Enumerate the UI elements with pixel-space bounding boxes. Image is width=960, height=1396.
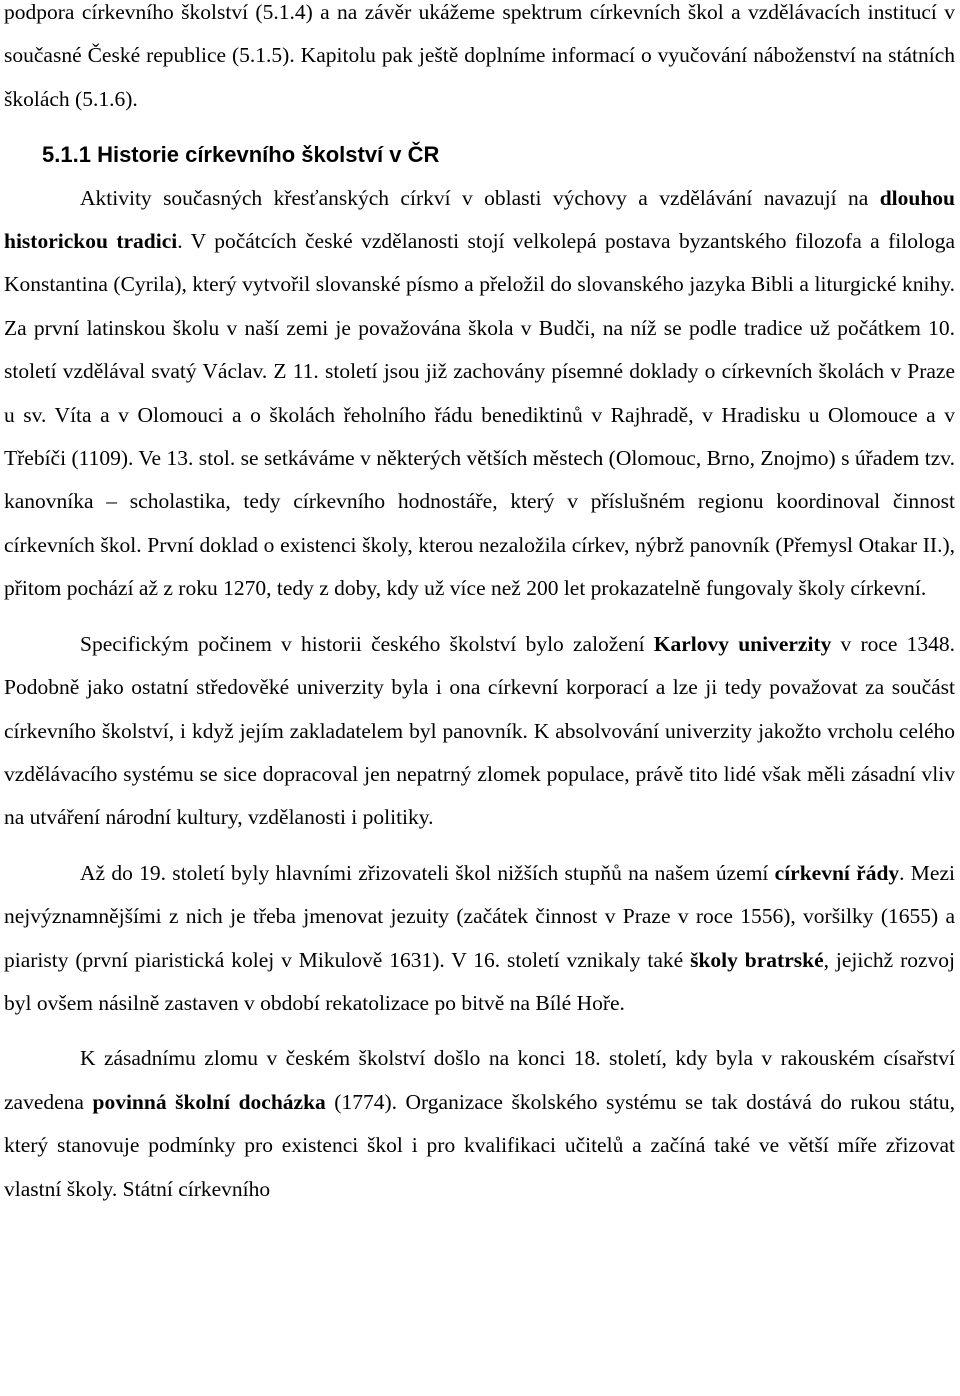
paragraph-university xyxy=(4,623,955,840)
text-run: , jejichž rozvoj byl ovšem násilně zastaven v období rekatolizace po bitvě na Bílé Hoře. xyxy=(4,947,955,1015)
text-run: Aktivity současných křesťanských církví v oblasti výchovy a vzdělávání navazují na xyxy=(80,185,880,210)
paragraph-tradition xyxy=(4,177,955,611)
text-run: Až do 19. století byly hlavními zřizovateli škol nižších stupňů na našem území xyxy=(80,860,775,885)
paragraph-orders xyxy=(4,852,955,1026)
intro-paragraph: podpora církevního školství (5.1.4) a na závěr ukážeme spektrum církevních škol a vzdělávacích institucí v současné České republice (5.1.5). Kapitolu pak ještě doplníme informací o vyučování náboženství na státních školách (5.1.6). xyxy=(4,0,955,111)
text-run: K zásadnímu zlomu v českém školství došlo na konci 18. století, kdy byla v rakouském císařství zavedena xyxy=(4,1046,955,1114)
bold-term: dlouhou historickou tradici xyxy=(4,185,955,254)
bold-term: církevní řády xyxy=(774,860,900,885)
text-run: (1774). Organizace školského systému se tak dostává do rukou státu, který stanovuje podmínky pro existenci škol i pro kvalifikaci učitelů a začíná také ve větší míře zřizovat vlastní školy. Státní církevního xyxy=(4,1089,955,1201)
section-heading xyxy=(4,133,955,176)
document-page xyxy=(4,0,955,1211)
text-run: . Mezi nejvýznamnějšími z nich je třeba jmenovat jezuity (začátek činnost v Praze v roce 1556), voršilky (1655) a piaristy (první piaristická kolej v Mikulově 1631). V 16. století vznikaly také xyxy=(4,860,955,972)
bold-term: Karlovy univerzity xyxy=(653,631,832,656)
text-run: Specifickým počinem v historii českého školství bylo založení xyxy=(80,631,654,656)
bold-term: školy bratrské xyxy=(690,947,824,972)
text-run: v roce 1348. Podobně jako ostatní středověké univerzity byla i ona církevní korporací a lze ji tedy považovat za součást církevního školství, i když jejím zakladatelem byl panovník. K absolvování univerzity jakožto vrcholu celého vzdělávacího systému se sice dopracoval jen nepatrný zlomek populace, právě tito lidé však měli zásadní vliv na utváření národní kultury, vzdělanosti i politiky. xyxy=(4,631,956,830)
section-title: Historie církevního školství v ČR xyxy=(97,142,440,168)
section-number: 5.1.1 xyxy=(42,142,91,168)
text-run: . V počátcích české vzdělanosti stojí velkolepá postava byzantského filozofa a filologa Konstantina (Cyrila), který vytvořil slovanské písmo a přeložil do slovanského jazyka Bibli a liturgické knihy. Za první latinskou školu v naší zemi je považována škola v Budči, na níž se podle tradice už počátkem 10. století vzdělával svatý Václav. Z 11. století jsou již zachovány písemné doklady o církevních školách v Praze u sv. Víta a v Olomouci a o školách řeholního řádu benediktinů v Rajhradě, v Hradisku u Olomouce a v Třebíči (1109). Ve 13. stol. se setkáváme v některých větších městech (Olomouc, Brno, Znojmo) s úřadem tzv. kanovníka – scholastika, tedy církevního hodnostáře, který v příslušném regionu koordinoval činnost církevních škol. První doklad o existenci školy, kterou nezaložila církev, nýbrž panovník (Přemysl Otakar II.), přitom pochází až z roku 1270, tedy z doby, kdy už více než 200 let prokazatelně fungovaly školy církevní. xyxy=(4,229,955,601)
bold-term: povinná školní docházka xyxy=(92,1089,326,1114)
paragraph-compulsory xyxy=(4,1037,955,1211)
